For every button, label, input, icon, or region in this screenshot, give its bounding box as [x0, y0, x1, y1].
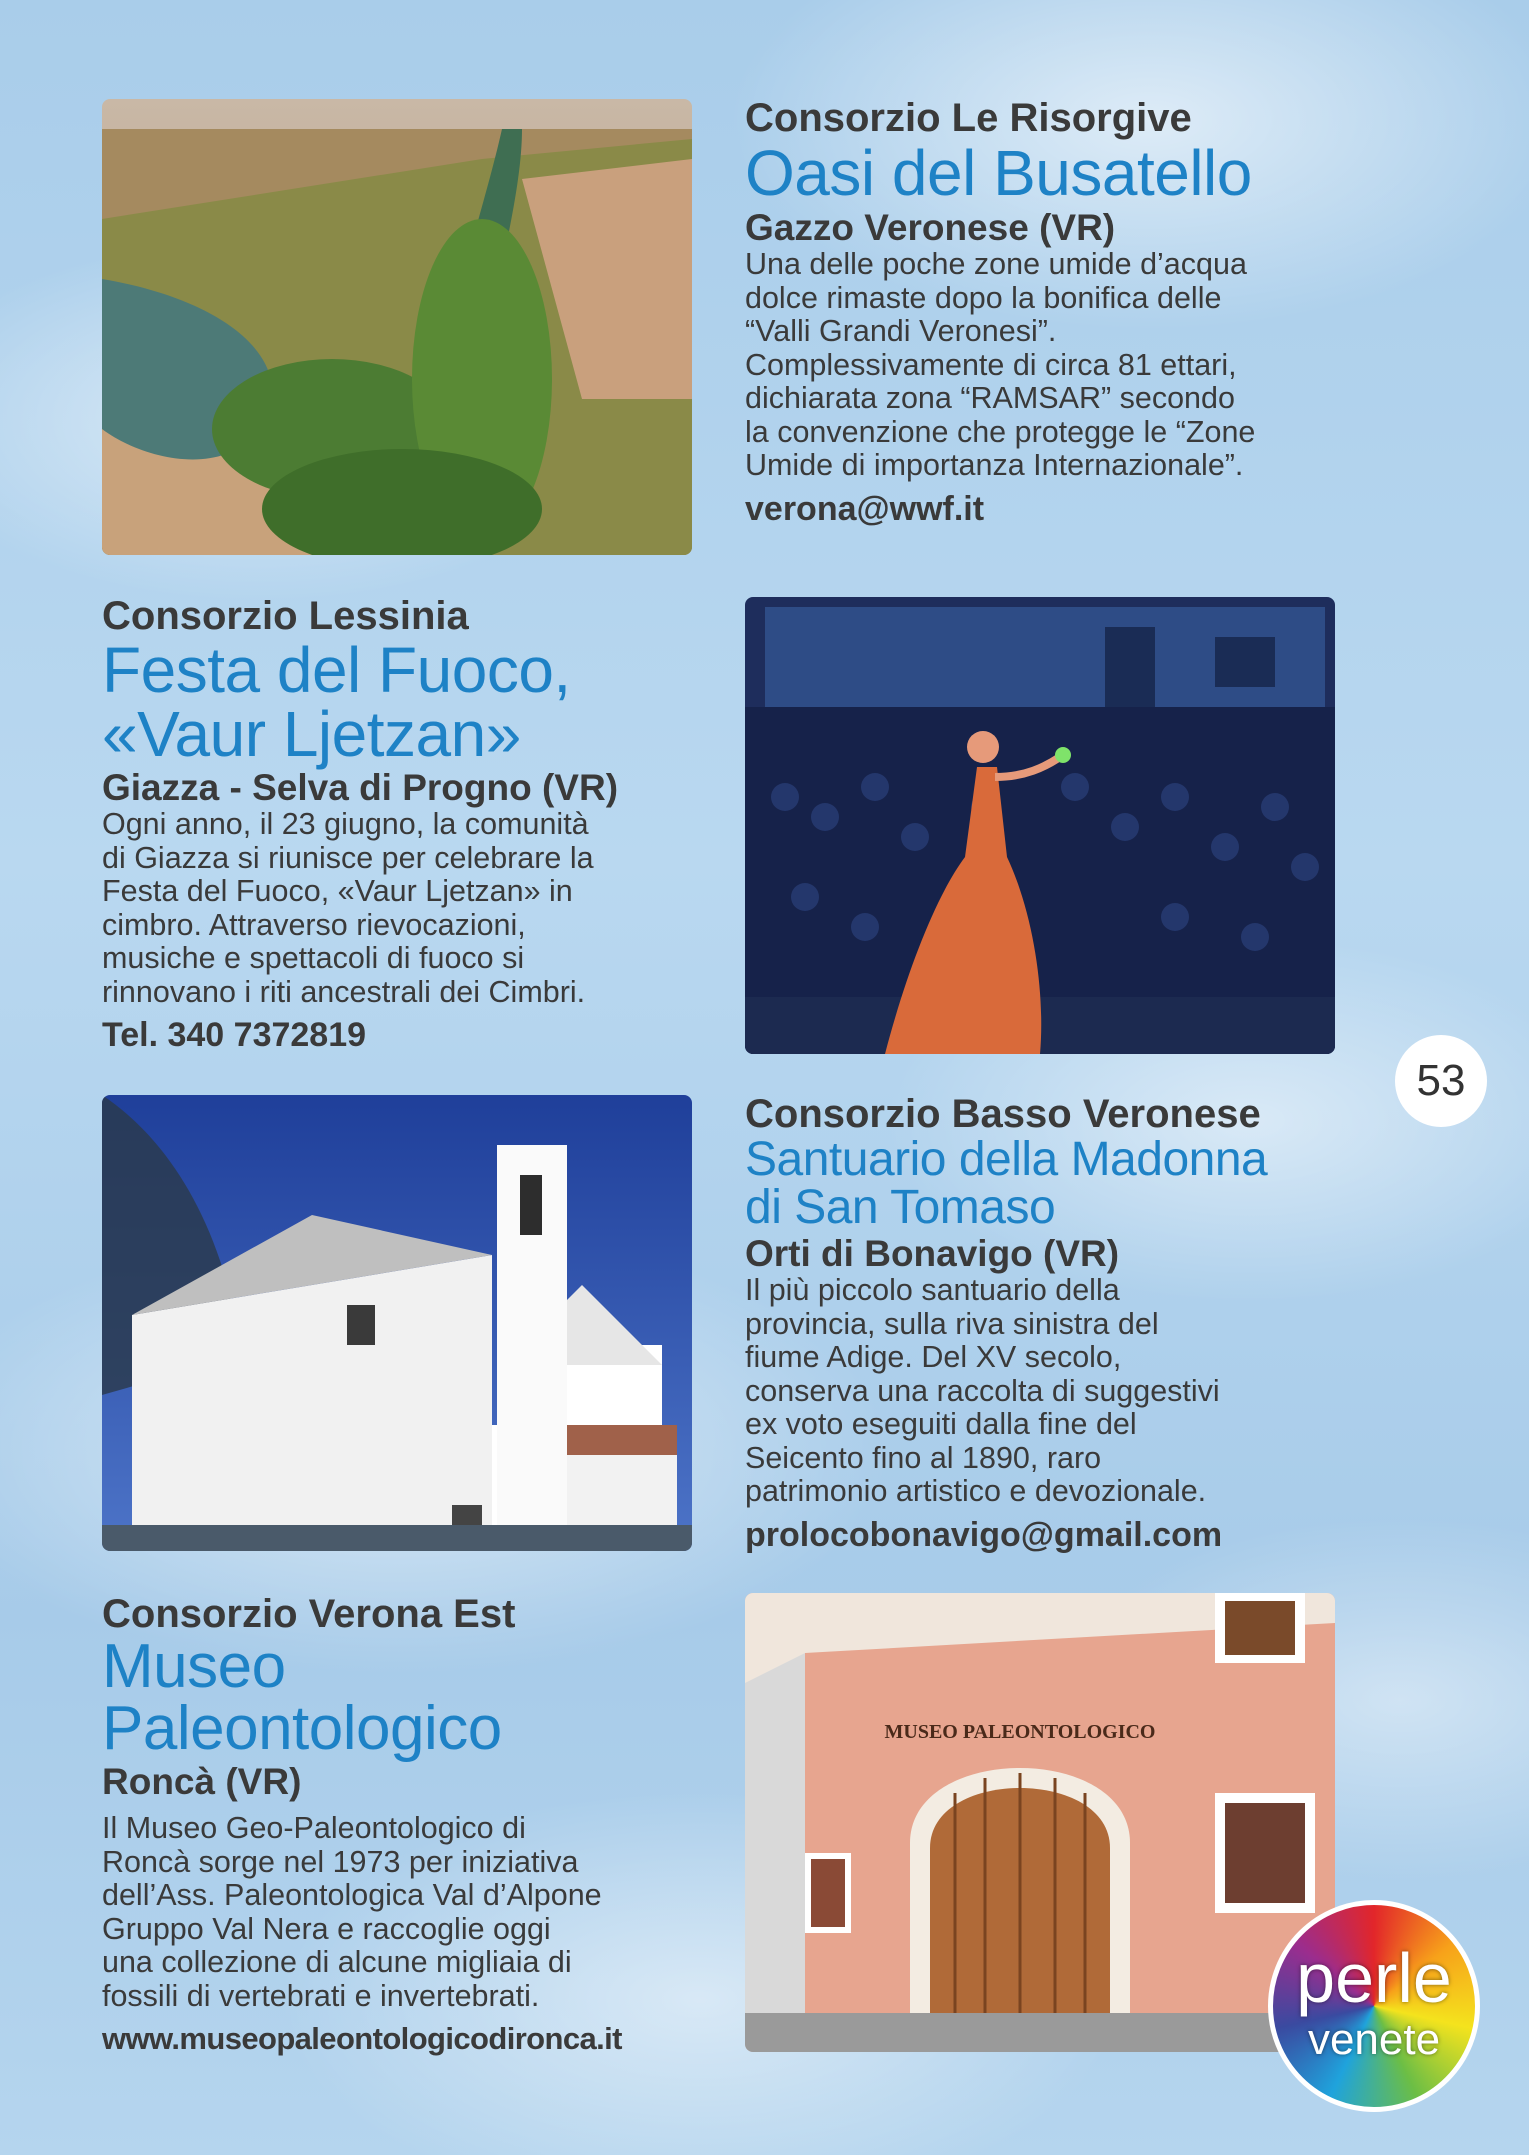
consorzio-name: Consorzio Basso Veronese [745, 1092, 1261, 1136]
photo-santuario [102, 1095, 692, 1551]
attraction-title: Oasi del Busatello [745, 137, 1252, 209]
attraction-title: Santuario della Madonna di San Tomaso [745, 1133, 1268, 1234]
page-number: 53 [1395, 1035, 1487, 1127]
consorzio-name: Consorzio Lessinia [102, 594, 469, 638]
contact-email[interactable]: verona@wwf.it [745, 489, 985, 528]
attraction-title: Museo Paleontologico [102, 1632, 502, 1763]
section-museo [102, 1592, 722, 2059]
logo-text-line1: perle [1296, 1939, 1452, 2017]
location: Giazza - Selva di Progno (VR) [102, 767, 619, 808]
location: Orti di Bonavigo (VR) [745, 1233, 1120, 1274]
section-festa-fuoco [102, 594, 702, 1055]
description: Una delle poche zone umide d’acqua dolce rimaste dopo la bonifica delle “Valli Grandi Veronesi”. Complessivamente di circa 81 ettari, dichiarata zona “RAMSAR” secondo la convenzione che protegge le “Zone Umide di importanza Internazionale”. [745, 247, 1256, 482]
contact-phone[interactable]: Tel. 340 7372819 [102, 1016, 367, 1054]
photo-oasi-busatello [102, 99, 692, 555]
contact-email[interactable]: prolocobonavigo@gmail.com [745, 1515, 1223, 1554]
description: Il più piccolo santuario della provincia, sulla riva sinistra del fiume Adige. Del XV secolo, conserva una raccolta di suggestivi ex voto eseguiti dalla fine del Seicento fino al 1890, raro patrimonio artistico e devozionale. [745, 1273, 1220, 1508]
description: Ogni anno, il 23 giugno, la comunità di Giazza si riunisce per celebrare la Festa del Fuoco, «Vaur Ljetzan» in cimbro. Attraverso rievocazioni, musiche e spettacoli di fuoco si rinnovano i riti ancestrali dei Cimbri. [102, 807, 594, 1009]
description: Il Museo Geo-Paleontologico di Roncà sorge nel 1973 per iniziativa dell’Ass. Paleontologica Val d’Alpone Gruppo Val Nera e raccoglie oggi una collezione di alcune migliaia di fossili di vertebrati e invertebrati. [102, 1811, 602, 2013]
consorzio-name: Consorzio Verona Est [102, 1592, 516, 1636]
perle-venete-logo [1268, 1900, 1480, 2112]
location: Gazzo Veronese (VR) [745, 207, 1116, 248]
photo-museo [745, 1593, 1335, 2052]
contact-website[interactable]: www.museopaleontologicodironca.it [102, 2021, 622, 2056]
consorzio-name: Consorzio Le Risorgive [745, 96, 1192, 140]
museum-sign: MUSEO PALEONTOLOGICO [884, 1721, 1156, 1743]
attraction-title: Festa del Fuoco, «Vaur Ljetzan» [102, 634, 571, 770]
section-santuario [745, 1092, 1365, 1555]
location: Roncà (VR) [102, 1761, 302, 1802]
logo-text-line2: venete [1307, 2015, 1441, 2064]
section-oasi-busatello [745, 96, 1345, 529]
photo-festa-fuoco [745, 597, 1335, 1054]
